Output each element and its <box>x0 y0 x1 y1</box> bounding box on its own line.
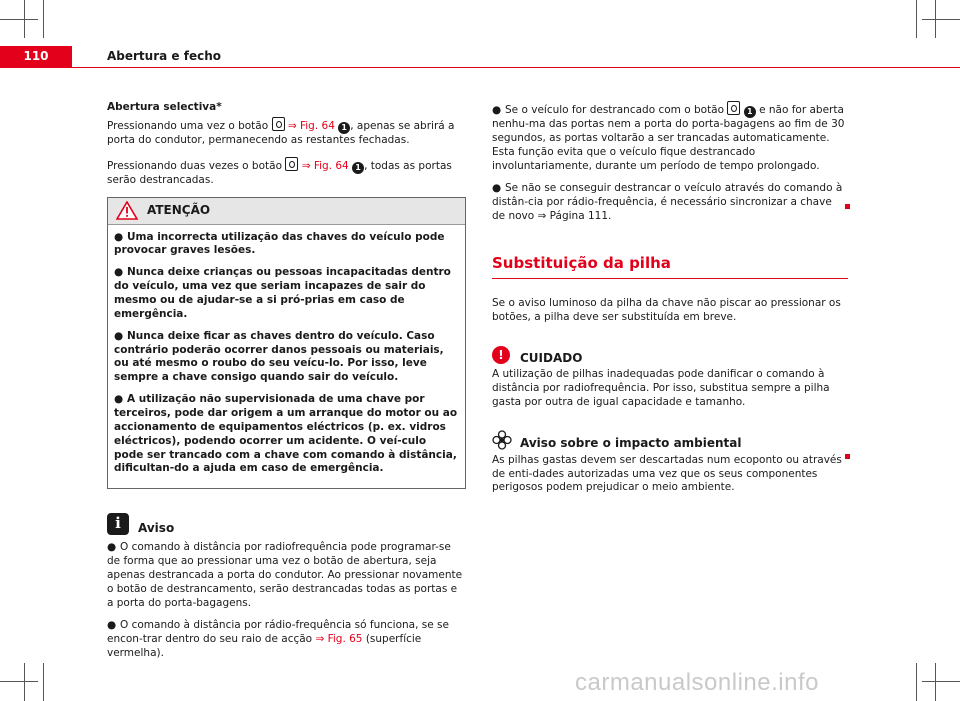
warning-box <box>107 197 466 490</box>
note-item: ● O comando à distância por rádio-frequência só funciona, se se encon-trar dentro do seu raio de acção ⇒ Fig. 65 (superfície vermelha). <box>107 619 449 660</box>
text: Se o veículo for destrancado com o botão <box>505 104 725 116</box>
text: Pressionando uma vez o botão <box>107 119 269 132</box>
crop-mark <box>0 681 38 682</box>
crop-mark <box>922 681 960 682</box>
callout-number: 1 <box>338 122 350 134</box>
warning-triangle-icon <box>116 201 138 220</box>
paragraph-single-press <box>107 117 464 148</box>
header-rule <box>72 67 960 68</box>
environment-title: Aviso sobre o impacto ambiental <box>520 435 742 450</box>
right-column <box>492 101 848 504</box>
note-item-text: O comando à distância por rádio-frequência só funciona, se se encon-trar dentro do seu raio de acção <box>107 619 449 646</box>
paragraph-double-press <box>107 157 464 188</box>
text: , apenas se abrirá a porta do condutor, permanecendo as restantes fechadas. <box>107 119 455 146</box>
crop-mark <box>24 663 25 701</box>
unlock-key-icon <box>272 117 285 131</box>
warning-item-text: A utilização não supervisionada de uma chave por terceiros, pode dar origem a um arranque do motor ou ao accionamento de equipamentos eléctricos (p. ex. vidros eléctricos), podendo ocorrer um acidente. O veí-culo pode ser trancado com a chave com comando à distância, dificultan-do a ajuda em caso de emergência. <box>114 393 458 475</box>
environment-header <box>492 428 848 452</box>
caution-header <box>492 345 848 367</box>
warning-header <box>108 198 465 225</box>
warning-item: ● A utilização não supervisionada de uma chave por terceiros, pode dar origem a um arranque do motor ou ao accionamento de equipamentos eléctricos (p. ex. vidros eléctricos), podendo ocorrer um acidente. O veí-culo pode ser trancado com a chave com comando à distância, dificultan-do a ajuda em caso de emergência. <box>114 393 458 475</box>
figure-link[interactable]: ⇒ Fig. 64 <box>301 159 349 172</box>
end-marker <box>845 204 850 209</box>
crop-mark <box>916 663 917 701</box>
warning-item-text: Uma incorrecta utilização das chaves do veículo pode provocar graves lesões. <box>114 230 445 257</box>
warning-item: ● Uma incorrecta utilização das chaves do veículo pode provocar graves lesões. <box>114 230 445 257</box>
end-marker <box>845 454 850 459</box>
left-column <box>107 101 464 670</box>
info-icon: i <box>107 513 129 535</box>
warning-title: ATENÇÃO <box>147 202 211 217</box>
crop-mark <box>43 663 44 701</box>
warning-item: ● Nunca deixe ficar as chaves dentro do veículo. Caso contrário poderão ocorrer danos pessoais ou materiais, ou até mesmo o roubo do seu veícu-lo. Por isso, leve sempre a chave consigo quando sair do veículo. <box>114 329 444 384</box>
bullet-auto-lock: ● Se o veículo for destrancado com o botão 1 e não for aberta nenhu-ma das portas nem a porta do porta-bagagens ao fim de 30 segundos, as portas voltarão a ser trancadas automaticamente. Esta função evita que o veículo fique destrancado involuntariamente, durante um período de tempo prolongado. <box>492 101 848 173</box>
caution-title: CUIDADO <box>520 350 583 365</box>
callout-number: 1 <box>352 162 364 174</box>
caution-text: A utilização de pilhas inadequadas pode danificar o comando à distância por radiofrequência. Por isso, substitua sempre a pilha gasta por outra de igual capacidade e tamanho. <box>492 368 830 409</box>
text: e não for aberta nenhu-ma das portas nem a porta do porta-bagagens ao fim de 30 segundos, as portas voltarão a ser trancadas automaticamente. Esta função evita que o veículo fique destrancado involuntariamente, durante um período de tempo prolongado. <box>492 104 845 172</box>
unlock-key-icon <box>727 101 740 115</box>
section-title: Substituição da pilha <box>492 254 848 279</box>
watermark: carmanualsonline.info <box>575 669 819 696</box>
caution-icon: ! <box>492 346 510 364</box>
crop-mark <box>935 663 936 701</box>
callout-number: 1 <box>744 106 756 118</box>
section-paragraph: Se o aviso luminoso da pilha da chave não piscar ao pressionar os botões, a pilha deve ser substituída em breve. <box>492 296 841 323</box>
text: , todas as portas serão destrancadas. <box>107 159 452 186</box>
section-heading: Abertura selectiva* <box>107 101 222 113</box>
note-item: ● O comando à distância por radiofrequência pode programar-se de forma que ao pressionar uma vez o botão de abertura, seja apenas destrancada a porta do condutor. Ao pressionar novamente o botão de destrancamento, serão destrancadas todas as portas e a porta do porta-bagagens. <box>107 541 463 609</box>
page-number: 110 <box>0 46 72 68</box>
warning-body <box>108 225 465 489</box>
text: Se não se conseguir destrancar o veículo através do comando à distân-cia por rádio-frequência, é necessário sincronizar a chave de novo <box>492 182 843 223</box>
figure-link[interactable]: ⇒ Fig. 65 <box>315 633 363 646</box>
warning-item-text: Nunca deixe crianças ou pessoas incapacitadas dentro do veículo, uma vez que seriam incapazes de sair do mesmo ou de ajudar-se a si pró-prias em caso de emergência. <box>114 266 451 320</box>
note-item-text: (superfície vermelha). <box>107 633 422 660</box>
warning-item-text: Nunca deixe ficar as chaves dentro do veículo. Caso contrário poderão ocorrer danos pessoais ou materiais, ou até mesmo o roubo do seu veícu-lo. Por isso, leve sempre a chave consigo quando sair do veículo. <box>114 329 444 384</box>
unlock-key-icon <box>285 157 298 171</box>
page-link[interactable]: ⇒ Página 111. <box>537 210 612 223</box>
note-header <box>107 511 464 537</box>
text: Pressionando duas vezes o botão <box>107 159 282 172</box>
environment-text: As pilhas gastas devem ser descartadas num ecoponto ou através de enti-dades autorizadas uma vez que os seus componentes perigosos podem prejudicar o meio ambiente. <box>492 453 842 494</box>
note-item-text: O comando à distância por radiofrequência pode programar-se de forma que ao pressionar uma vez o botão de abertura, seja apenas destrancada a porta do condutor. Ao pressionar novamente o botão de destrancamento, serão destrancadas todas as portas e a porta do porta-bagagens. <box>107 541 463 609</box>
figure-link[interactable]: ⇒ Fig. 64 <box>287 119 335 132</box>
note-title: Aviso <box>138 521 175 536</box>
warning-item: ● Nunca deixe crianças ou pessoas incapacitadas dentro do veículo, uma vez que seriam incapazes de sair do mesmo ou de ajudar-se a si pró-prias em caso de emergência. <box>114 266 451 320</box>
flower-environment-icon <box>492 430 512 450</box>
bullet-sync-key: ● Se não se conseguir destrancar o veículo através do comando à distân-cia por rádio-frequência, é necessário sincronizar a chave de novo ⇒ Página 111. <box>492 182 843 223</box>
page-header <box>0 0 960 80</box>
chapter-title: Abertura e fecho <box>107 49 221 63</box>
